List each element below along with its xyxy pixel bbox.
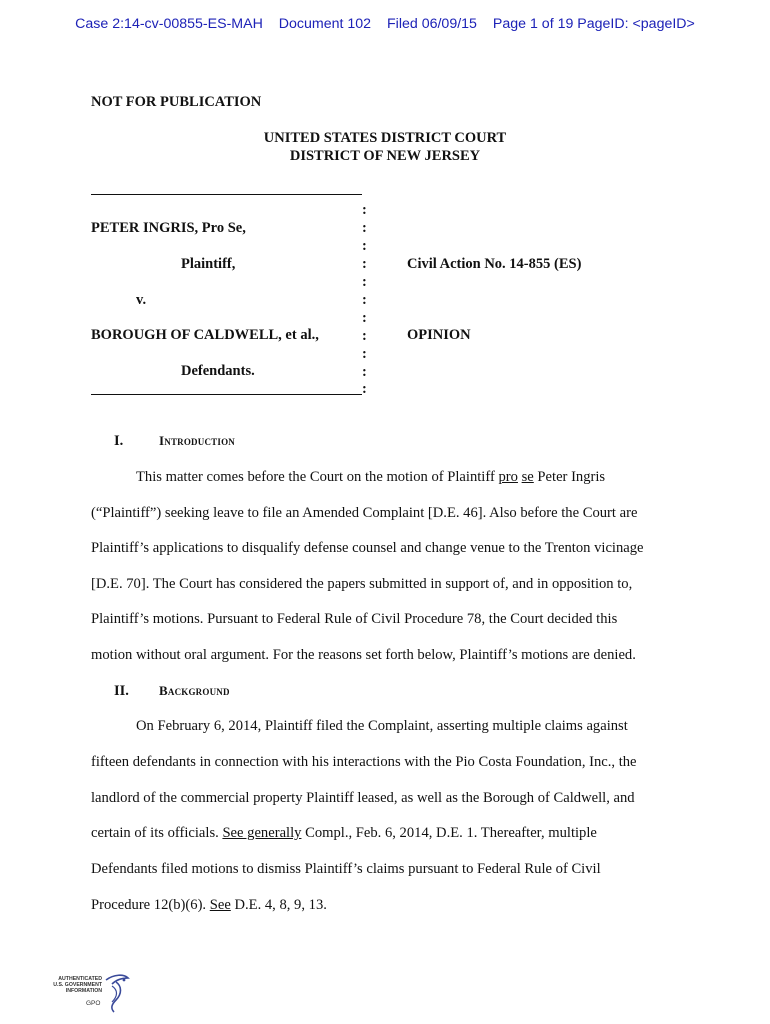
court-name: UNITED STATES DISTRICT COURT	[263, 130, 507, 146]
section-title-background: Background	[159, 683, 230, 698]
case-number: Case 2:14-cv-00855-ES-MAH	[75, 16, 263, 32]
intro-line: Plaintiff’s applications to disqualify defense counsel and change venue to the Trenton vicinage	[91, 540, 644, 556]
defendant-role: Defendants.	[181, 363, 255, 379]
background-line: Defendants filed motions to dismiss Plaintiff’s claims pursuant to Federal Rule of Civil	[91, 861, 601, 877]
intro-line: (“Plaintiff”) seeking leave to file an Amended Complaint [D.E. 46]. Also before the Court are	[91, 505, 638, 521]
intro-line: Plaintiff’s motions. Pursuant to Federal Rule of Civil Procedure 78, the Court decided this	[91, 611, 618, 627]
filing-header	[0, 16, 770, 32]
gpo-authentication-logo	[42, 972, 132, 1016]
section-number-intro: I.	[114, 433, 124, 449]
background-line: Procedure 12(b)(6). See D.E. 4, 8, 9, 13.	[91, 897, 327, 913]
defendant-name: BOROUGH OF CALDWELL, et al.,	[91, 327, 319, 343]
publication-status: NOT FOR PUBLICATION	[91, 94, 262, 110]
plaintiff-role: Plaintiff,	[181, 256, 236, 272]
caption-colon: :	[362, 202, 367, 218]
intro-line: motion without oral argument. For the reasons set forth below, Plaintiff’s motions are denied.	[91, 647, 636, 663]
civil-action-number: Civil Action No. 14-855 (ES)	[407, 256, 582, 272]
section-number-background: II.	[114, 683, 129, 699]
caption-colon: :	[362, 238, 367, 254]
court-district: DISTRICT OF NEW JERSEY	[289, 148, 481, 164]
section-title-intro: Introduction	[159, 433, 235, 448]
document-type: OPINION	[407, 327, 471, 343]
caption-colon: :	[362, 292, 367, 308]
caption-colon: :	[362, 346, 367, 362]
plaintiff-name: PETER INGRIS, Pro Se,	[91, 220, 246, 236]
page-info: Page 1 of 19 PageID: <pageID>	[492, 16, 695, 32]
intro-line: This matter comes before the Court on the motion of Plaintiff pro se Peter Ingris	[136, 469, 606, 485]
background-line: On February 6, 2014, Plaintiff filed the Complaint, asserting multiple claims against	[136, 718, 628, 734]
document-number: Document 102	[278, 16, 372, 32]
caption-top-rule	[91, 194, 362, 195]
gpo-eagle-icon	[102, 972, 130, 1014]
caption-colon: :	[362, 274, 367, 290]
caption-colon: :	[362, 381, 367, 397]
caption-bottom-rule	[91, 394, 362, 395]
background-line: fifteen defendants in connection with his interactions with the Pio Costa Foundation, Inc., the	[91, 754, 637, 770]
background-line: landlord of the commercial property Plaintiff leased, as well as the Borough of Caldwell, and	[91, 790, 635, 806]
filed-date: Filed 06/09/15	[387, 16, 477, 32]
intro-line: [D.E. 70]. The Court has considered the papers submitted in support of, and in opposition to,	[91, 576, 633, 592]
logo-gpo-label: GPO	[86, 1000, 101, 1007]
logo-text: AUTHENTICATED U.S. GOVERNMENT INFORMATION	[53, 976, 102, 994]
caption-colon: :	[362, 328, 367, 344]
caption-colon: :	[362, 310, 367, 326]
caption-colon: :	[362, 364, 367, 380]
background-line: certain of its officials. See generally Compl., Feb. 6, 2014, D.E. 1. Thereafter, multiple	[91, 825, 597, 841]
versus: v.	[136, 292, 147, 308]
caption-colon: :	[362, 256, 367, 272]
caption-colon: :	[362, 220, 367, 236]
